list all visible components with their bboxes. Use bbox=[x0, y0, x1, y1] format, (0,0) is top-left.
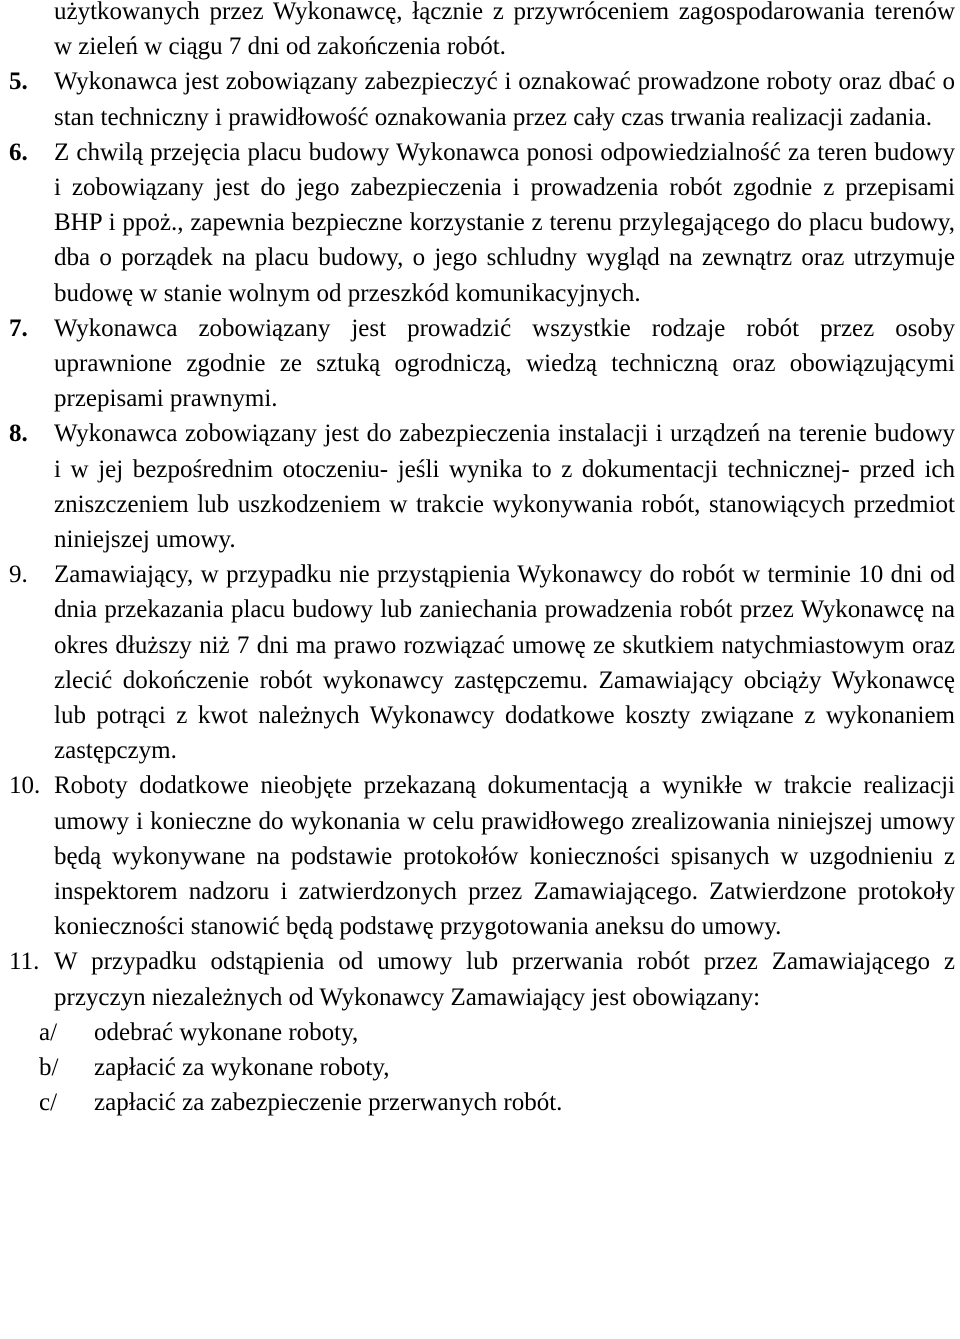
subitem-a bbox=[9, 1015, 955, 1050]
subitem-label: a/ bbox=[39, 1018, 58, 1046]
item-text: Wykonawca zobowiązany jest do zabezpieczenia instalacji i urządzeń na terenie budowy i w jej bezpośrednim otoczeniu- jeśli wynika to z dokumentacji technicznej- przed ich zniszczeniem lub uszkodzeniem w trakcie wykonywania robót, stanowiących przedmiot niniejszej umowy. bbox=[54, 420, 955, 554]
item-text: W przypadku odstąpienia od umowy lub przerwania robót przez Zamawiającego z przyczyn niezależnych od Wykonawcy Zamawiający jest obowiązany: bbox=[54, 948, 955, 1011]
item-text: Z chwilą przejęcia placu budowy Wykonawca ponosi odpowiedzialność za teren budowy i zobowiązany jest do jego zabezpieczenia i prowadzenia robót zgodnie z przepisami BHP i ppoż., zapewnia bezpieczne korzystanie z terenu przylegającego do placu budowy, dba o porządek na placu budowy, o jego schludny wygląd na zewnątrz oraz utrzymuje budowę w stanie wolnym od przeszkód komunikacyjnych. bbox=[54, 138, 955, 307]
item-number: 5. bbox=[9, 68, 28, 96]
item-number: 10. bbox=[9, 772, 41, 800]
item-number: 11. bbox=[9, 948, 40, 976]
item-number: 9. bbox=[9, 561, 28, 589]
subitem-text: zapłacić za wykonane roboty, bbox=[94, 1054, 390, 1082]
list-item-5 bbox=[9, 64, 955, 134]
subitem-label: b/ bbox=[39, 1054, 59, 1082]
item-number: 6. bbox=[9, 138, 28, 166]
subitem-text: zapłacić za zabezpieczenie przerwanych robót. bbox=[94, 1089, 563, 1117]
item-number: 7. bbox=[9, 314, 28, 342]
subitem-label: c/ bbox=[39, 1089, 58, 1117]
list-item-11 bbox=[9, 944, 955, 1014]
item-number: 8. bbox=[9, 420, 28, 448]
subitem-b bbox=[9, 1050, 955, 1085]
item-text: Roboty dodatkowe nieobjęte przekazaną dokumentacją a wynikłe w trakcie realizacji umowy i konieczne do wykonania w celu prawidłowego zrealizowania niniejszej umowy będą wykonywane na podstawie protokołów konieczności spisanych w uzgodnieniu z inspektorem nadzoru i zatwierdzonych przez Zamawiającego. Zatwierdzone protokoły konieczności stanowić będą podstawę przygotowania aneksu do umowy. bbox=[54, 772, 955, 941]
subitem-text: odebrać wykonane roboty, bbox=[94, 1018, 359, 1046]
subitem-c bbox=[9, 1085, 955, 1120]
item-text: Wykonawca jest zobowiązany zabezpieczyć i oznakować prowadzone roboty oraz dbać o stan techniczny i prawidłowość oznakowania przez cały czas trwania realizacji zadania. bbox=[54, 68, 955, 131]
list-item-6 bbox=[9, 135, 955, 311]
list-item-9 bbox=[9, 557, 955, 768]
list-item-8 bbox=[9, 416, 955, 557]
list-item-7 bbox=[9, 311, 955, 417]
item-text: Wykonawca zobowiązany jest prowadzić wszystkie rodzaje robót przez osoby uprawnione zgodnie ze sztuką ogrodniczą, wiedzą techniczną oraz obowiązującymi przepisami prawnymi. bbox=[54, 314, 955, 413]
list-item-10 bbox=[9, 768, 955, 944]
lead-paragraph: użytkowanych przez Wykonawcę, łącznie z przywróceniem zagospodarowania terenów w zieleń w ciągu 7 dni od zakończenia robót. bbox=[54, 0, 955, 61]
item-text: Zamawiający, w przypadku nie przystąpienia Wykonawcy do robót w terminie 10 dni od dnia przekazania placu budowy lub zaniechania prowadzenia robót przez Wykonawcę na okres dłuższy niż 7 dni ma prawo rozwiązać umowę ze skutkiem natychmiastowym oraz zlecić dokończenie robót wykonawcy zastępczemu. Zamawiający obciąży Wykonawcę lub potrąci z kwot należnych Wykonawcy dodatkowe koszty związane z wykonaniem zastępczym. bbox=[54, 561, 955, 765]
